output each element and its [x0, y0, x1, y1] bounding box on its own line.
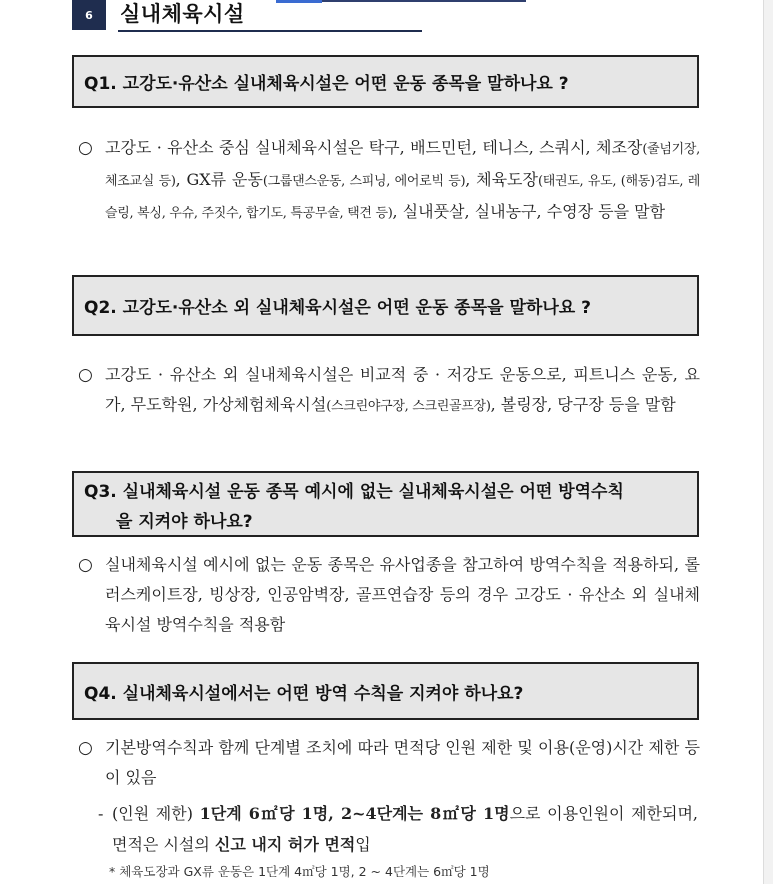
- answer-q3: [78, 550, 700, 640]
- answer-q4-detail: [98, 798, 698, 860]
- section-number: 6: [72, 0, 106, 30]
- page-right-edge: [763, 0, 773, 884]
- answer-text-q2: 고강도 · 유산소 외 실내체육시설은 비교적 중 · 저강도 운동으로, 피트니스 운동, 요가, 무도학원, 가상체험체육시설(스크린야구장, 스크린골프장), 볼링장, 당구장 등을 말함: [105, 365, 700, 414]
- question-box-q4: [72, 662, 699, 720]
- question-text-q3: Q3. 실내체육시설 운동 종목 예시에 없는 실내체육시설은 어떤 방역수칙 을 지켜야 하나요?: [84, 482, 624, 532]
- answer-text-q3: 실내체육시설 예시에 없는 운동 종목은 유사업종을 참고하여 방역수칙을 적용하되, 롤러스케이트장, 빙상장, 인공암벽장, 골프연습장 등의 경우 고강도 · 유산소 외 실내체육시설 방역수칙을 적용함: [105, 555, 700, 634]
- question-text-q4: Q4. 실내체육시설에서는 어떤 방역 수칙을 지켜야 하나요?: [84, 683, 524, 704]
- question-box-q3: [72, 471, 699, 537]
- bullet-circle: ○: [78, 365, 93, 385]
- section-underline: [118, 30, 422, 32]
- question-box-q1: [72, 55, 699, 108]
- answer-text-q4: 기본방역수칙과 함께 단계별 조치에 따라 면적당 인원 제한 및 이용(운영)시간 제한 등이 있음: [105, 738, 700, 787]
- footnote: * 체육도장과 GX류 운동은 1단계 4㎡당 1명, 2 ~ 4단계는 6㎡당 1명: [109, 864, 490, 879]
- section-header: [72, 0, 422, 33]
- detail-text: (인원 제한) 1단계 6㎡당 1명, 2~4단계는 8㎡당 1명으로 이용인원이 제한되며, 면적은 시설의 신고 내지 허가 면적입: [112, 804, 699, 854]
- bullet-circle: ○: [78, 738, 93, 758]
- answer-q2: [78, 360, 700, 422]
- question-text-q1: Q1. 고강도·유산소 실내체육시설은 어떤 운동 종목을 말하나요 ?: [84, 74, 569, 94]
- section-title: 실내체육시설: [120, 2, 245, 26]
- answer-q1: [78, 133, 700, 229]
- answer-q4: [78, 733, 700, 793]
- question-text-q2: Q2. 고강도·유산소 외 실내체육시설은 어떤 운동 종목을 말하나요 ?: [84, 298, 591, 318]
- dash-bullet: -: [98, 804, 104, 823]
- question-box-q2: [72, 275, 699, 336]
- bullet-circle: ○: [78, 555, 93, 575]
- bullet-circle: ○: [78, 138, 93, 158]
- answer-text-q1: 고강도 · 유산소 중심 실내체육시설은 탁구, 배드민턴, 테니스, 스쿼시, 체조장(줄넘기장, 체조교실 등), GX류 운동(그룹댄스운동, 스피닝, 에어로빅 등), 체육도장(태권도, 유도, (해동)검도, 레슬링, 복싱, 우슈, 주짓수, 합기도, 특공무술, 택견 등), 실내풋살, 실내농구, 수영장 등을 말함: [105, 138, 700, 221]
